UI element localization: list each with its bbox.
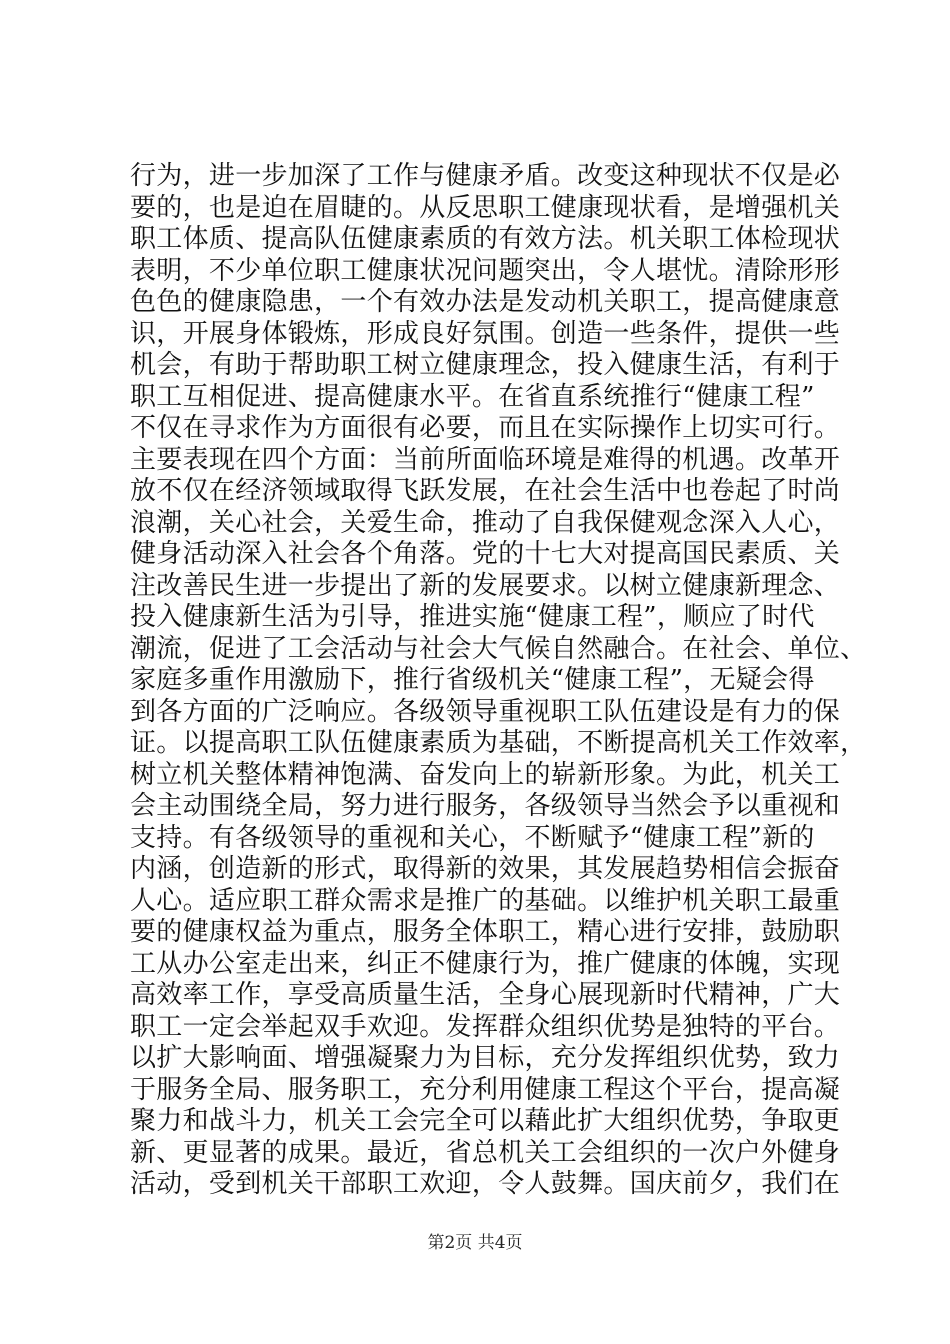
body-text-line: 工从办公室走出来，纠正不健康行为，推广健康的体魄，实现 (130, 948, 841, 979)
body-text-line: 职工一定会举起双手欢迎。发挥群众组织优势是独特的平台。 (130, 1011, 841, 1042)
body-text-line: 要的健康权益为重点，服务全体职工，精心进行安排，鼓励职 (130, 917, 841, 947)
body-text-line: 活动，受到机关干部职工欢迎，令人鼓舞。国庆前夕，我们在 (130, 1169, 841, 1199)
body-text-line: 职工互相促进、提高健康水平。在省直系统推行“健康工程” (130, 381, 815, 412)
page-number-footer: 第2页 共4页 (427, 1233, 523, 1253)
body-text-line: 高效率工作，享受高质量生活，全身心展现新时代精神，广大 (130, 980, 841, 1010)
body-text-line: 支持。有各级领导的重视和关心，不断赋予“健康工程”新的 (130, 822, 815, 853)
body-text-line: 放不仅在经济领域取得飞跃发展，在社会生活中也卷起了时尚 (130, 476, 841, 506)
body-text-line: 新、更显著的成果。最近，省总机关工会组织的一次户外健身 (130, 1137, 841, 1168)
body-text-line: 以扩大影响面、增强凝聚力为目标，充分发挥组织优势，致力 (130, 1043, 841, 1073)
body-text-line: 不仅在寻求作为方面很有必要，而且在实际操作上切实可行。 (130, 413, 841, 443)
body-text-line: 浪潮，关心社会，关爱生命，推动了自我保健观念深入人心， (130, 507, 841, 538)
body-text-line: 家庭多重作用激励下，推行省级机关“健康工程”，无疑会得 (130, 665, 815, 695)
body-text-line: 注改善民生进一步提出了新的发展要求。以树立健康新理念、 (130, 570, 841, 601)
body-text-line: 健身活动深入社会各个角落。党的十七大对提高国民素质、关 (130, 539, 841, 569)
body-text-line: 识，开展身体锻炼，形成良好氛围。创造一些条件，提供一些 (130, 318, 841, 349)
document-body (130, 161, 867, 1201)
body-text-line: 证。以提高职工队伍健康素质为基础，不断提高机关工作效率， (130, 728, 867, 758)
body-text-line: 潮流，促进了工会活动与社会大气候自然融合。在社会、单位、 (130, 633, 867, 664)
body-text-line: 人心。适应职工群众需求是推广的基础。以维护机关职工最重 (130, 885, 841, 916)
body-text-line: 会主动围绕全局，努力进行服务，各级领导当然会予以重视和 (130, 791, 841, 821)
body-text-line: 主要表现在四个方面：当前所面临环境是难得的机遇。改革开 (130, 444, 841, 475)
body-text-line: 投入健康新生活为引导，推进实施“健康工程”，顺应了时代 (130, 602, 815, 632)
body-text-line: 行为，进一步加深了工作与健康矛盾。改变这种现状不仅是必 (130, 161, 841, 191)
body-text-line: 树立机关整体精神饱满、奋发向上的崭新形象。为此，机关工 (130, 759, 841, 790)
body-text-line: 色色的健康隐患，一个有效办法是发动机关职工，提高健康意 (130, 287, 841, 317)
body-text-line: 到各方面的广泛响应。各级领导重视职工队伍建设是有力的保 (130, 696, 841, 727)
body-text-line: 内涵，创造新的形式，取得新的效果，其发展趋势相信会振奋 (130, 854, 841, 884)
body-text-line: 于服务全局、服务职工，充分利用健康工程这个平台，提高凝 (130, 1074, 841, 1105)
body-text-line: 职工体质、提高队伍健康素质的有效方法。机关职工体检现状 (130, 224, 841, 254)
body-text-line: 要的，也是迫在眉睫的。从反思职工健康现状看，是增强机关 (130, 192, 841, 223)
body-text-line: 表明，不少单位职工健康状况问题突出，令人堪忧。清除形形 (130, 255, 841, 286)
body-text-line: 机会，有助于帮助职工树立健康理念，投入健康生活，有利于 (130, 350, 841, 380)
body-text-line: 聚力和战斗力，机关工会完全可以藉此扩大组织优势，争取更 (130, 1106, 841, 1136)
